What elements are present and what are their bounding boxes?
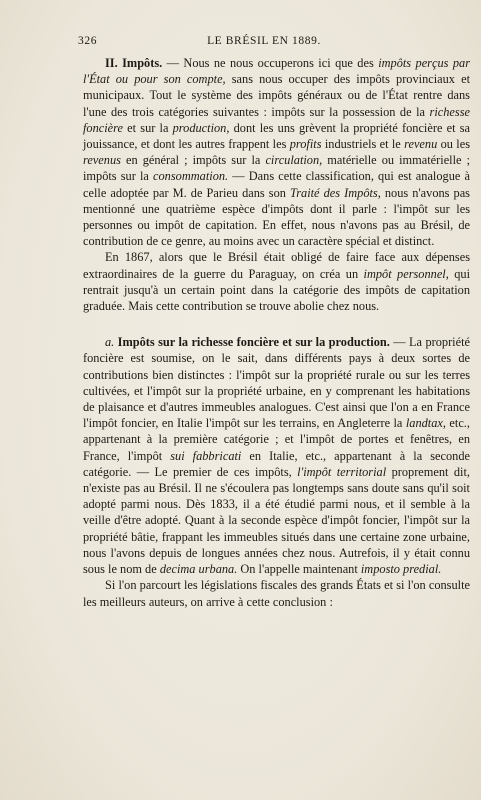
italic-run: l'impôt territorial <box>297 464 387 479</box>
section-heading: II. Impôts. <box>105 56 163 70</box>
body-text <box>83 55 470 610</box>
paragraph-impots-intro <box>83 55 470 249</box>
italic-run: revenu <box>404 137 438 152</box>
subsection-heading: Impôts sur la richesse foncière et sur la production. <box>114 335 390 350</box>
text-run: proprement dit, n'existe pas au Brésil. Il ne s'écoulera pas longtemps sans doute sans qu'il soit adopté parmi nous. Dès 1833, il a été étudié parmi nous, et il semble à la veille d'être adopté. Quant à la seconde espèce d'impôt foncier, l'impôt sur la propriété bâtie, frappant les immeubles situés dans une certaine zone urbaine, nous l'avons depuis de longues années chez nous. Autrefois, il y était connu sous le nom de <box>83 464 471 577</box>
italic-run: impôts perçus par l'État ou pour son compte, <box>83 56 470 87</box>
text-run: En 1867, alors que le Brésil était obligé de faire face aux dépenses extraordinaires de la guerre du Paraguay, on créa un <box>83 250 470 281</box>
text-run: et sur la <box>122 120 173 135</box>
running-header <box>78 35 470 51</box>
paragraph-runs <box>83 335 470 576</box>
paragraph-richesse-fonciere <box>83 334 470 577</box>
paragraph-conclusion <box>83 577 470 609</box>
text-run: qui rentrait jusqu'à un certain point dans la catégorie des impôts de capitation graduée. Mais cette contribution se trouve abolie chez nous. <box>83 266 471 314</box>
text-run: nous n'avons pas mentionné une quatrième espèce d'impôts dont il parle : l'impôt sur les personnes ou impôt de capitation. En effet, nous n'avons pas au Brésil, de contribution de ce genre, au moins avec un caractère spécial et distinct. <box>83 185 470 249</box>
paragraph-runs <box>83 578 470 608</box>
text-run: dont les uns grèvent la propriété foncière et sa jouissance, et dont les autres frappent les <box>83 120 470 152</box>
italic-run: sui fabbricati <box>170 448 242 463</box>
italic-run: landtax, <box>405 416 446 431</box>
italic-run: imposto predial. <box>360 562 442 577</box>
text-run: etc., appartenant à la première catégorie ; et l'impôt de portes et fenêtres, en France, l'impôt <box>83 416 470 463</box>
italic-run: richesse foncière <box>83 104 470 135</box>
text-run: industriels et le <box>321 137 405 152</box>
italic-run: profits <box>289 137 322 152</box>
italic-run: production, <box>172 120 230 135</box>
text-run: Si l'on parcourt les législations fiscales des grands États et si l'on consulte les meilleurs auteurs, on arrive à cette conclusion : <box>83 578 470 609</box>
paragraph-runs <box>83 56 470 248</box>
italic-run: circulation, <box>265 153 323 168</box>
italic-run: decima urbana. <box>159 562 238 577</box>
paragraph-runs <box>83 250 470 313</box>
text-run: en Italie, etc., appartenant à la seconde catégorie. — Le premier de ces impôts, <box>83 448 470 479</box>
text-run: — La propriété foncière est soumise, on le sait, dans différents pays à deux sortes de contributions bien distinctes : l'impôt sur la propriété rurale ou sur les terres cultivées, et l'impôt sur la propriété urbaine, en y comprenant les habitations de plaisance et d'autres immeubles analogues. C'est ainsi que l'on a en France l'impôt foncier, en Italie l'impôt sur les terrains, en Angleterre la <box>83 335 470 431</box>
text-run: en général ; impôts sur la <box>120 153 266 168</box>
italic-run: Traité des Impôts, <box>290 185 381 200</box>
text-run: ou les <box>437 137 470 152</box>
italic-run: revenus <box>83 153 121 168</box>
page-number: 326 <box>78 35 98 47</box>
italic-run: consommation. <box>153 169 229 184</box>
running-title: LE BRÉSIL EN 1889. <box>207 35 321 47</box>
subsection-letter: a. <box>105 335 115 350</box>
italic-run: impôt personnel, <box>363 266 449 281</box>
text-run: matérielle ou immatérielle ; impôts sur la <box>83 153 471 184</box>
text-run: sans nous occuper des impôts provinciaux et municipaux. Tout le système des impôts généraux ou de l'État rentre dans l'une des trois catégories suivantes : impôts sur la possession de la <box>83 72 470 119</box>
paragraph-1867 <box>83 249 470 314</box>
text-run: — Nous ne nous occuperons ici que des <box>162 56 379 70</box>
text-run: On l'appelle maintenant <box>237 562 361 577</box>
text-run: — Dans cette classification, qui est analogue à celle adoptée par M. de Parieu dans son <box>83 169 470 200</box>
